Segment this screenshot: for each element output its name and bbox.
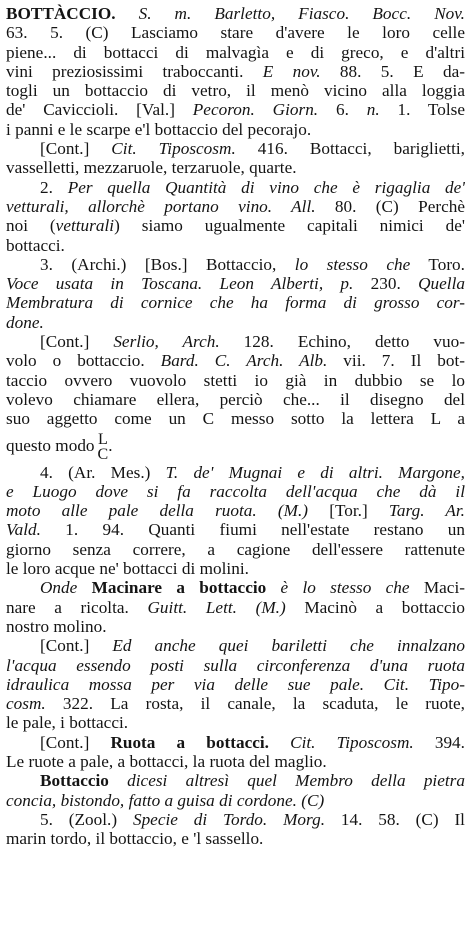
- bold-term: Macinare a bottaccio: [91, 578, 267, 598]
- text-run: marin tordo, il bottaccio, e 'l sassello.: [6, 829, 264, 849]
- entry-line: [6, 62, 465, 81]
- italic-text: Pecoron. Giorn.: [192, 100, 319, 120]
- italic-text: Onde: [40, 578, 92, 598]
- paragraph-line: [6, 236, 465, 255]
- text-run: volo o bottaccio.: [6, 351, 161, 371]
- italic-text: Cit. Tiposcosm.: [268, 732, 414, 752]
- paragraph-line: [6, 158, 465, 177]
- text-run: Maci-: [409, 578, 465, 598]
- italic-text: l'acqua essendo posti sulla circonferenza d'una ruota: [6, 655, 465, 675]
- italic-text: Targ. Ar.: [388, 501, 465, 521]
- paragraph-line: [6, 617, 465, 636]
- italic-text: T. de' Mugnai e di altri. Margone,: [165, 462, 465, 482]
- paragraph-line: [6, 829, 465, 848]
- text-run: Toro.: [410, 254, 465, 274]
- italic-text: e Luogo dove si fa raccolta dell'acqua che dà il: [6, 481, 465, 501]
- text-run: .: [108, 435, 113, 455]
- text-run: Le ruote a pale, a bottacci, la ruota del maglio.: [6, 751, 327, 771]
- paragraph-line: [6, 178, 465, 197]
- entry-line: [6, 23, 465, 42]
- text-run: 128. Echino, detto vuo-: [219, 332, 465, 352]
- bold-term: Bottaccio: [40, 771, 109, 791]
- sense-paragraph: [6, 139, 465, 178]
- entry-line: [6, 120, 465, 139]
- italic-text: n.: [366, 100, 380, 120]
- text-run: questo modo: [6, 435, 95, 455]
- sense-paragraph: [6, 578, 465, 636]
- paragraph-line: [6, 216, 465, 235]
- definition-intro: S. m. Barletto, Fiasco. Bocc. Nov.: [138, 4, 465, 23]
- diagram-letter-top: L: [98, 430, 108, 448]
- text-run: [Cont.]: [40, 332, 114, 352]
- text-run: noi (: [6, 216, 56, 236]
- paragraph-line: [6, 139, 465, 158]
- paragraph-line: [6, 274, 465, 293]
- italic-text: Specie di Tordo. Morg.: [132, 809, 326, 829]
- paragraph-line: [6, 409, 465, 428]
- paragraph-line: [6, 559, 465, 578]
- text-run: nare a ricolta.: [6, 597, 148, 617]
- italic-text: vetturali: [55, 216, 115, 236]
- text-run: taccio ovvero vuovolo stetti io già in dubbio se lo: [6, 370, 465, 390]
- text-run: 2.: [40, 177, 68, 197]
- sense-paragraph: [6, 463, 465, 579]
- paragraph-line: [6, 351, 465, 370]
- paragraph-line: [6, 482, 465, 501]
- italic-text: vetturali, allorchè portano vino. All.: [6, 196, 316, 216]
- text-run: 4. (Ar. Mes.): [40, 462, 166, 482]
- italic-text: lo stesso che: [294, 254, 411, 274]
- text-run: 3. (Archi.) [Bos.] Bottaccio,: [40, 254, 295, 274]
- letter-diagram: [98, 432, 109, 462]
- paragraph-line: [6, 733, 465, 752]
- text-run: togli un bottaccio di vetro, il menò vicino alla loggia: [6, 81, 465, 101]
- text-run: Macinò a bottaccio: [285, 597, 465, 617]
- text-run: le pale, i bottacci.: [6, 713, 129, 733]
- sense-paragraph: [6, 255, 465, 332]
- text-run: vasselletti, mezzaruole, terzaruole, quarte.: [6, 158, 297, 178]
- text-run: 394.: [413, 732, 465, 752]
- paragraph-line: [6, 675, 465, 694]
- sense-paragraph: [6, 178, 465, 255]
- entry-body: [6, 23, 465, 139]
- sense-paragraph: [6, 810, 465, 849]
- paragraph-line: [6, 578, 465, 597]
- paragraph-line: [6, 752, 465, 771]
- text-run: i panni e le scarpe e'l bottaccio del pecorajo.: [6, 119, 312, 139]
- bold-term: Ruota a bottacci.: [110, 732, 269, 752]
- text-run: [Cont.]: [40, 732, 111, 752]
- text-run: de' Caviccioli. [Val.]: [6, 100, 193, 120]
- paragraph-line: [6, 598, 465, 617]
- italic-text: dicesi altresì quel Membro della pietra: [108, 771, 465, 791]
- italic-text: Membratura di cornice che ha forma di grosso cor-: [6, 293, 465, 313]
- italic-text: E nov.: [262, 61, 321, 81]
- text-run: suo aggetto come un C messo sotto la lettera L a: [6, 409, 465, 429]
- text-run: ) siamo ugualmente capitali nimici de': [114, 216, 465, 236]
- italic-text: Ed anche quei bariletti che innalzano: [112, 636, 465, 656]
- italic-text: Serlio, Arch.: [113, 332, 220, 352]
- text-run: le loro acque ne' bottacci di molini.: [6, 559, 249, 579]
- paragraph-line: [6, 540, 465, 559]
- sense-paragraph: [6, 332, 465, 462]
- italic-text: Quella: [418, 274, 465, 294]
- paragraph-line: [6, 293, 465, 312]
- text-run: vii. 7. Il bot-: [327, 351, 465, 371]
- text-run: bottacci.: [6, 235, 65, 255]
- paragraph-line: [6, 255, 465, 274]
- text-run: nostro molino.: [6, 616, 107, 636]
- sense-paragraph: [6, 771, 465, 810]
- paragraph-line: [6, 791, 465, 810]
- italic-text: è lo stesso che: [266, 578, 410, 598]
- paragraph-line: [6, 463, 465, 482]
- paragraph-line: [6, 636, 465, 655]
- text-run: 5. (Zool.): [40, 809, 133, 829]
- text-run: 1. Tolse: [379, 100, 465, 120]
- italic-text: moto alle pale della ruota. (M.): [6, 501, 309, 521]
- italic-text: cosm.: [6, 694, 46, 714]
- italic-text: Guitt. Lett. (M.): [147, 597, 286, 617]
- text-run: [Tor.]: [308, 501, 389, 521]
- entry-line: [6, 43, 465, 62]
- italic-text: idraulica mossa per via delle sue pale. Cit. Tipo-: [6, 674, 465, 694]
- paragraph-line: [6, 429, 465, 463]
- italic-text: done.: [6, 312, 44, 332]
- text-run: 322. La rosta, il canale, la scaduta, le ruote,: [45, 694, 465, 714]
- paragraph-line: [6, 197, 465, 216]
- text-run: 14. 58. (C) Il: [325, 809, 465, 829]
- text-run: piene... di bottacci di malvagìa e di greco, e d'altri: [6, 42, 465, 62]
- paragraph-line: [6, 771, 465, 790]
- text-run: 88. 5. E da-: [320, 61, 465, 81]
- italic-text: Bard. C. Arch. Alb.: [160, 351, 328, 371]
- text-run: [Cont.]: [40, 139, 112, 159]
- italic-text: concia, bistondo, fatto a guisa di cordone. (C): [6, 790, 325, 810]
- paragraph-line: [6, 371, 465, 390]
- diagram-letter-bottom: C: [97, 445, 109, 463]
- text-run: 230.: [353, 274, 419, 294]
- text-run: 63. 5. (C) Lasciamo stare d'avere le loro celle: [6, 23, 465, 43]
- italic-text: Cit. Tiposcosm.: [111, 139, 236, 159]
- paragraph-line: [6, 501, 465, 520]
- italic-text: Voce usata in Toscana. Leon Alberti, p.: [6, 274, 354, 294]
- text-run: 1. 94. Quanti fiumi nell'estate restano un: [40, 520, 465, 540]
- sense-paragraph: [6, 636, 465, 732]
- text-run: 416. Bottacci, bariglietti,: [235, 139, 465, 159]
- entry-line: [6, 100, 465, 119]
- text-run: vini preziosissimi traboccanti.: [6, 61, 263, 81]
- entry-senses: [6, 139, 465, 848]
- paragraph-line: [6, 390, 465, 409]
- text-run: volevo chiamare ellera, perciò che... il disegno del: [6, 389, 465, 409]
- paragraph-line: [6, 332, 465, 351]
- paragraph-line: [6, 694, 465, 713]
- entry-header-line: [6, 4, 465, 23]
- sense-paragraph: [6, 733, 465, 772]
- italic-text: Per quella Quantità di vino che è rigaglia de': [67, 177, 465, 197]
- text-run: 6.: [318, 100, 367, 120]
- paragraph-line: [6, 656, 465, 675]
- text-run: giorno senza correre, a cagione dell'essere rattenute: [6, 539, 465, 559]
- italic-text: Vald.: [6, 520, 41, 540]
- paragraph-line: [6, 810, 465, 829]
- text-run: [Cont.]: [40, 636, 113, 656]
- paragraph-line: [6, 520, 465, 539]
- text-run: 80. (C) Perchè: [315, 196, 465, 216]
- paragraph-line: [6, 313, 465, 332]
- entry-line: [6, 81, 465, 100]
- headword: BOTTÀCCIO.: [6, 4, 116, 23]
- paragraph-line: [6, 713, 465, 732]
